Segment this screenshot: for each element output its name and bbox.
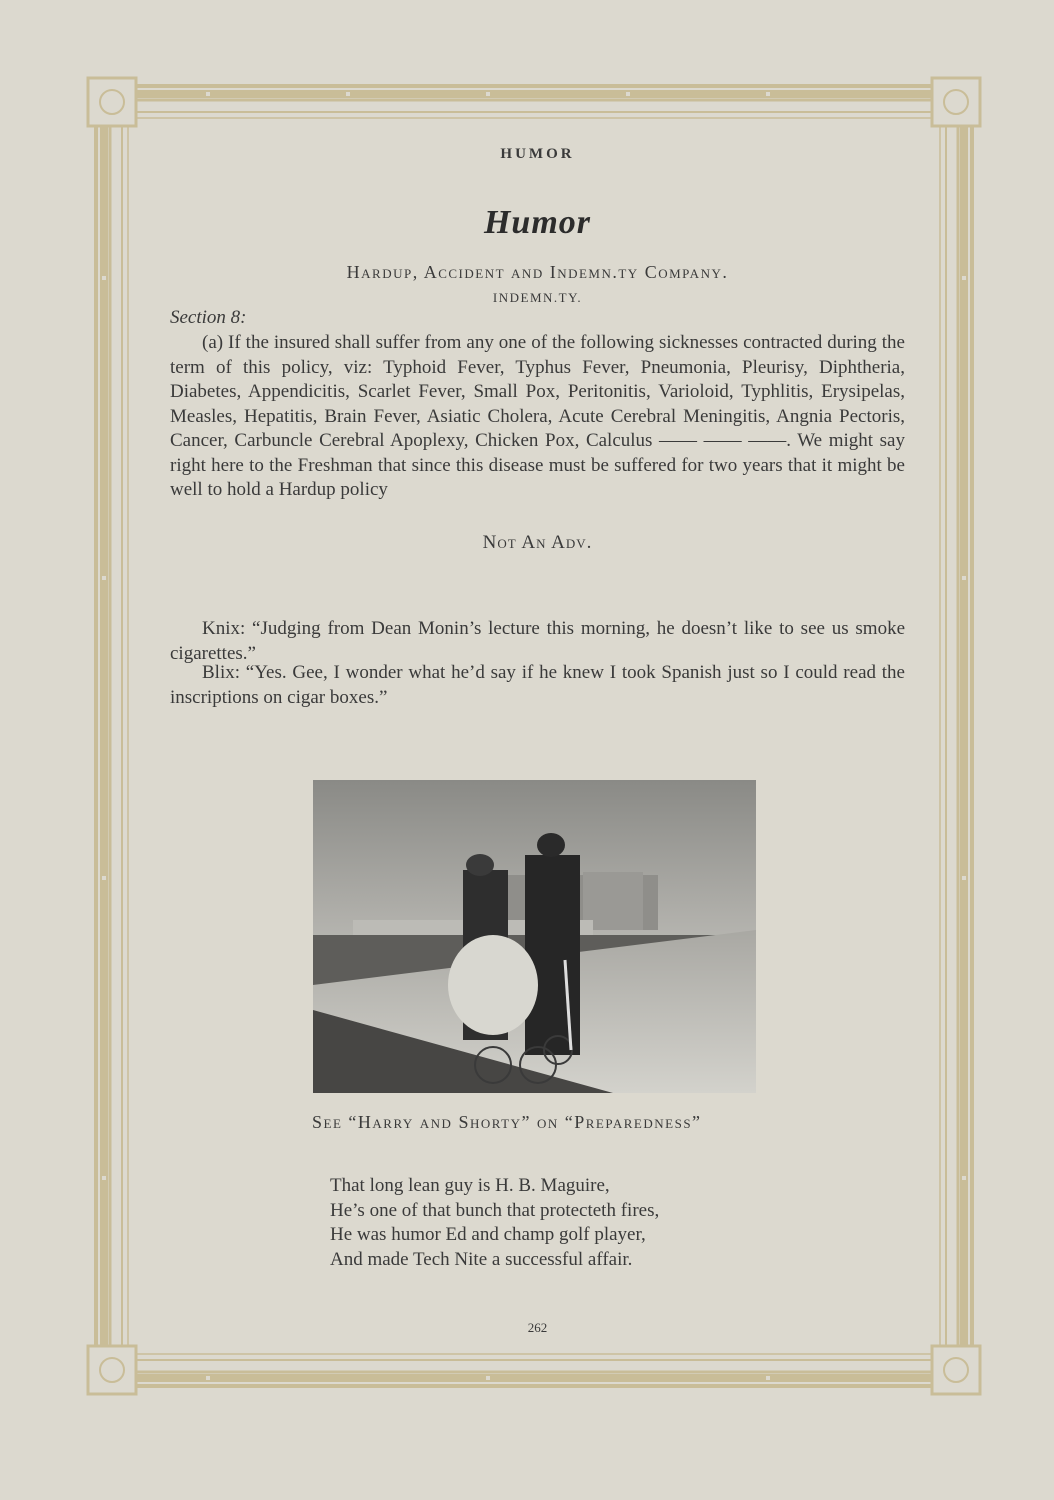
photo-caption: See “Harry and Shorty” on “Preparedness” <box>312 1112 702 1132</box>
running-head: HUMOR <box>500 146 575 162</box>
policy-sub: INDEMN.TY. <box>492 290 583 305</box>
policy-body: (a) If the insured shall suffer from any one of the following sicknesses contracted during the term of this policy, viz: Typhoid Fever, Typhus Fever, Pneumonia, Pleurisy, Diphtheria, Diabetes, Appendicitis, Scarlet Fever, Small Pox, Peritonitis, Varioloid, Typhlitis, Erysipelas, Measles, Hepatitis, Brain Fever, Asiatic Cholera, Acute Cerebral Meningitis, Angnia Pectoris, Cancer, Carbuncle Cerebral Apoplexy, Chicken Pox, Calculus —— —— ——. We might say right here to the Freshman that since this disease must be suffered for two years that it might be well to hold a Hardup policy <box>170 332 905 500</box>
poem-line: He’s one of that bunch that protecteth fires, <box>330 1199 660 1221</box>
dialogue-blix: Blix: “Yes. Gee, I wonder what he’d say if he knew I took Spanish just so I could read the inscriptions on cigar boxes.” <box>170 662 905 708</box>
poem <box>330 1174 659 1272</box>
policy-sign-off: Not An Adv. <box>482 532 593 553</box>
photograph <box>313 780 756 1093</box>
poem-line: He was humor Ed and champ golf player, <box>330 1224 646 1245</box>
page-title: Humor <box>483 204 592 241</box>
policy-company: Hardup, Accident and Indemn.ty Company. <box>346 262 729 282</box>
page-number: 262 <box>527 1320 548 1335</box>
poem-line: And made Tech Nite a successful affair. <box>330 1248 633 1270</box>
dialogue-knix: Knix: “Judging from Dean Monin’s lecture this morning, he doesn’t like to see us smoke cigarettes.” <box>170 618 905 664</box>
policy-section: Section 8: <box>170 307 247 328</box>
poem-line: That long lean guy is H. B. Maguire, <box>330 1175 610 1196</box>
page-content <box>170 0 905 1500</box>
